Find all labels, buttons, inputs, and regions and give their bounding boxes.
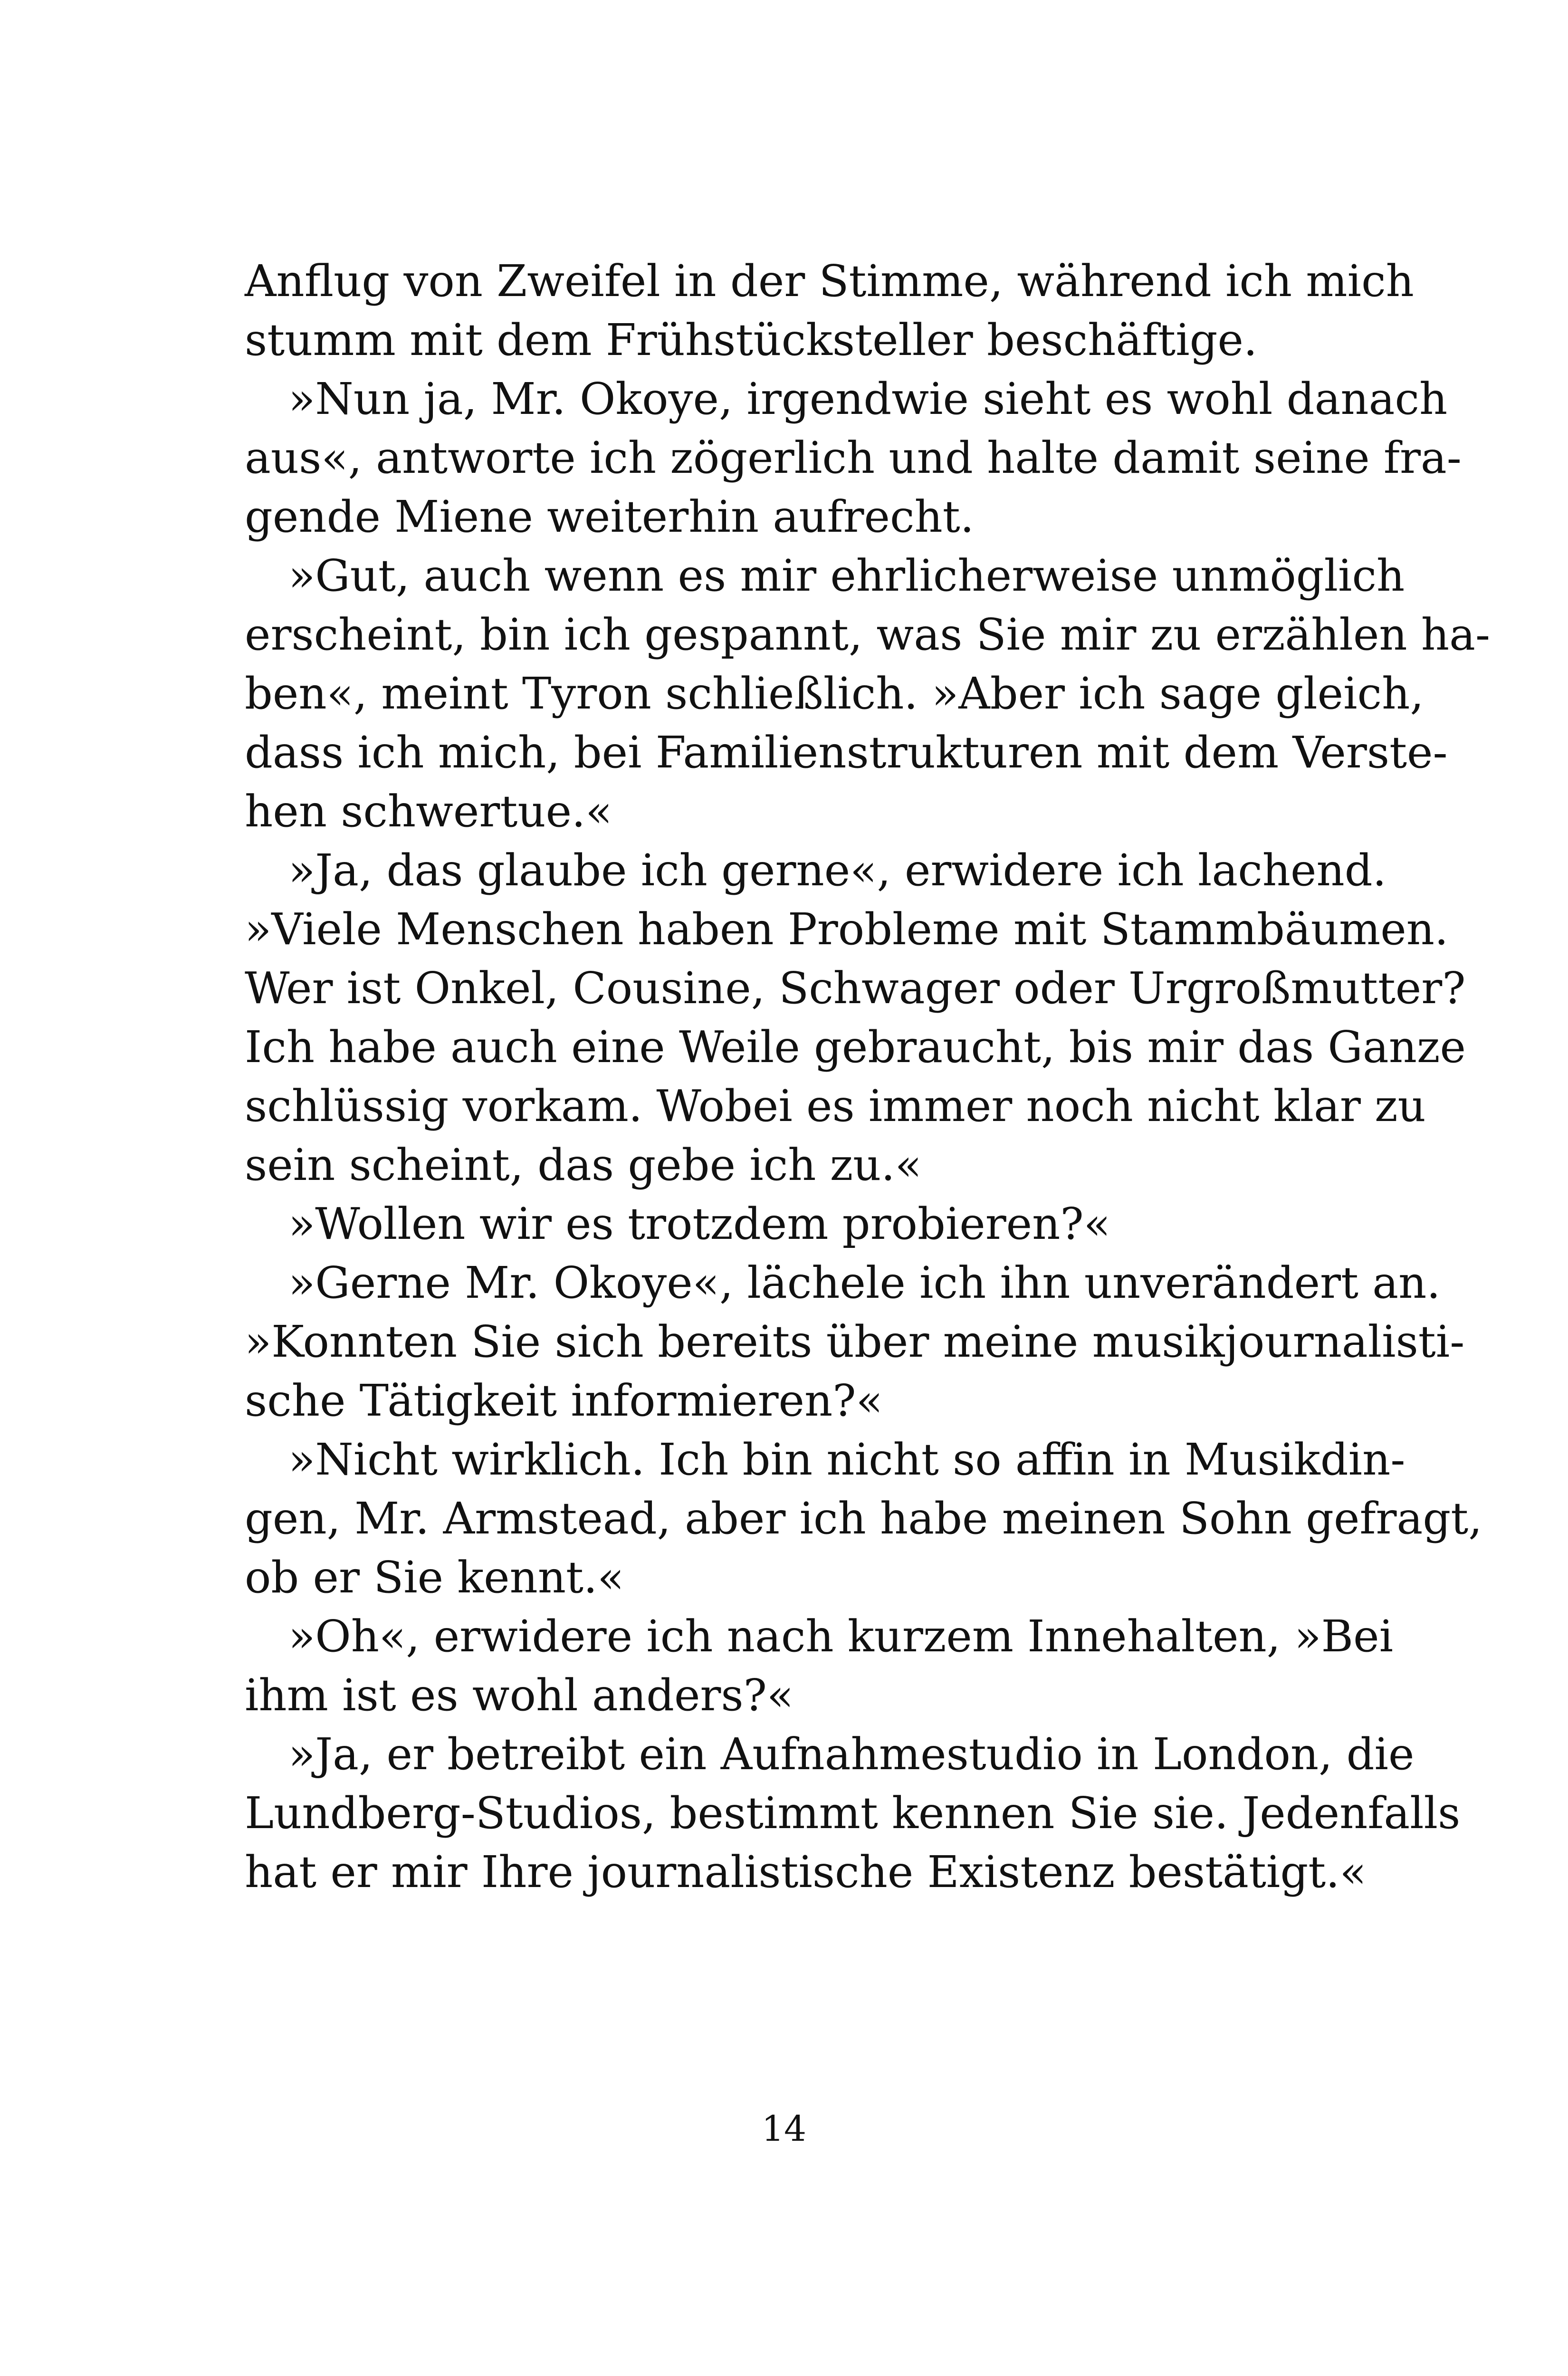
paragraph — [245, 1607, 1394, 1725]
text-line: Anflug von Zweifel in der Stimme, während ich mich — [245, 256, 1414, 307]
text-line: »Nicht wirklich. Ich bin nicht so affin in Musikdin- — [288, 1434, 1405, 1485]
paragraph — [245, 841, 1466, 1195]
text-line: hen schwertue.« — [245, 786, 612, 837]
text-line: stumm mit dem Frühstücksteller beschäftige. — [245, 315, 1258, 365]
text-line: Ich habe auch eine Weile gebraucht, bis mir das Ganze — [245, 1022, 1466, 1073]
text-line: »Ja, er betreibt ein Aufnahmestudio in London, die — [288, 1729, 1415, 1780]
paragraph — [245, 546, 1491, 841]
paragraph — [245, 1195, 1288, 1254]
paragraph — [245, 1430, 1482, 1607]
text-line: ben«, meint Tyron schließlich. »Aber ich sage gleich, — [245, 668, 1424, 719]
text-line: dass ich mich, bei Familienstrukturen mit dem Verste- — [245, 727, 1448, 778]
body-text — [245, 252, 1491, 1902]
text-line: »Gerne Mr. Okoye«, lächele ich ihn unverändert an. — [288, 1257, 1441, 1308]
page-number: 14 — [761, 2108, 807, 2149]
paragraph — [245, 370, 1462, 546]
text-line: »Ja, das glaube ich gerne«, erwidere ich lachend. — [288, 845, 1386, 896]
text-line: »Nun ja, Mr. Okoye, irgendwie sieht es wohl danach — [288, 374, 1448, 424]
text-line: »Gut, auch wenn es mir ehrlicherweise unmöglich — [288, 550, 1405, 601]
text-line: »Wollen wir es trotzdem probieren?« — [288, 1198, 1110, 1249]
text-line: »Oh«, erwidere ich nach kurzem Innehalten, »Bei — [288, 1611, 1394, 1662]
text-line: sein scheint, das gebe ich zu.« — [245, 1140, 922, 1190]
text-line: »Viele Menschen haben Probleme mit Stammbäumen. — [245, 904, 1449, 955]
text-line: gende Miene weiterhin aufrecht. — [245, 491, 974, 542]
text-line: schlüssig vorkam. Wobei es immer noch nicht klar zu — [245, 1081, 1426, 1131]
text-line: hat er mir Ihre journalistische Existenz bestätigt.« — [245, 1847, 1367, 1897]
text-line: gen, Mr. Armstead, aber ich habe meinen Sohn gefragt, — [245, 1493, 1482, 1544]
text-line: Lundberg-Studios, bestimmt kennen Sie sie. Jedenfalls — [245, 1788, 1461, 1839]
text-line: erscheint, bin ich gespannt, was Sie mir zu erzählen ha- — [245, 609, 1491, 660]
paragraph — [245, 252, 1414, 370]
text-line: ihm ist es wohl anders?« — [245, 1670, 794, 1721]
text-line: »Konnten Sie sich bereits über meine musikjournalisti- — [245, 1316, 1465, 1367]
paragraph — [245, 1254, 1465, 1430]
text-line: aus«, antworte ich zögerlich und halte damit seine fra- — [245, 432, 1462, 483]
text-line: sche Tätigkeit informieren?« — [245, 1375, 883, 1426]
text-line: Wer ist Onkel, Cousine, Schwager oder Urgroßmutter? — [245, 963, 1466, 1014]
paragraph — [245, 1725, 1461, 1902]
text-line: ob er Sie kennt.« — [245, 1552, 624, 1603]
